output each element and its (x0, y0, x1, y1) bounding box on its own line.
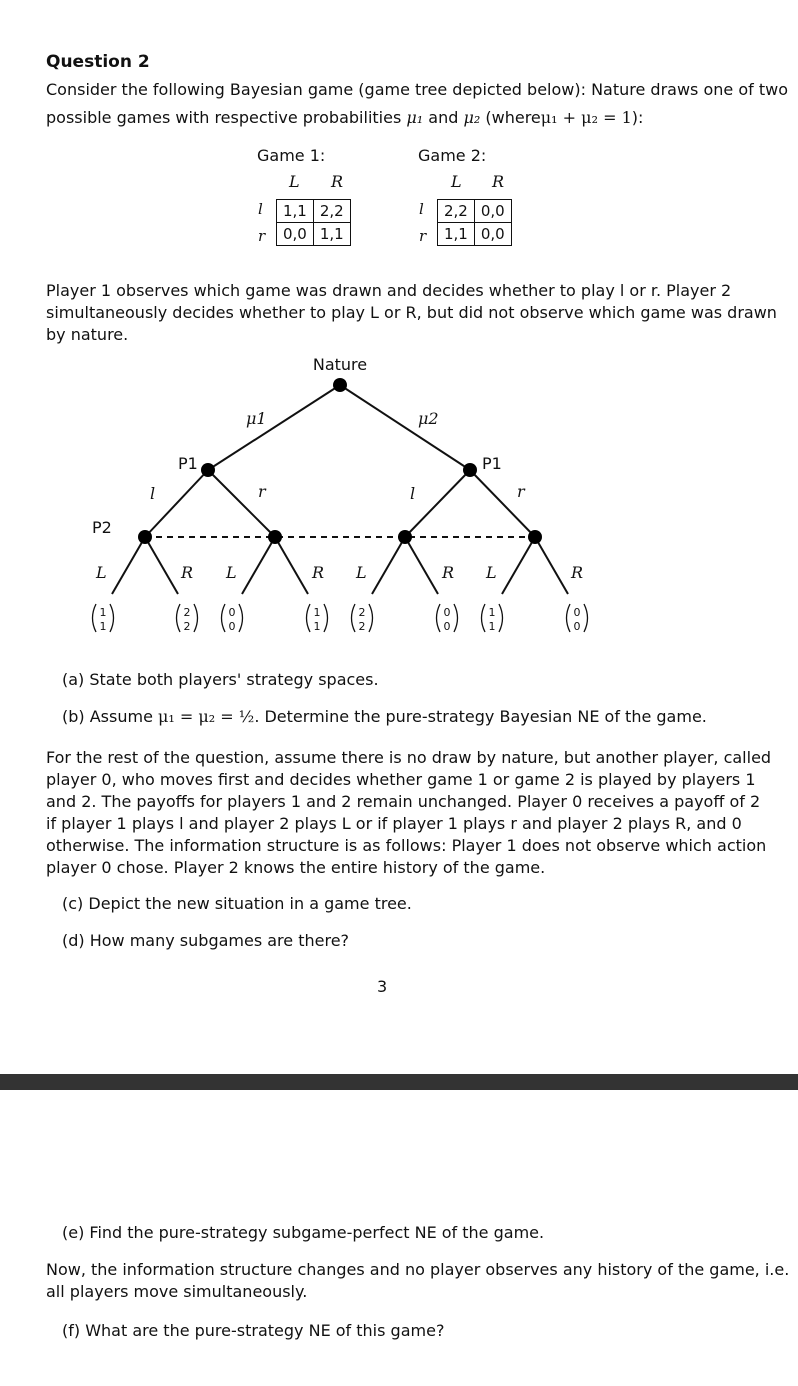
para2-line-3: by nature. (46, 325, 129, 344)
game1-title: Game 1: (257, 146, 326, 165)
label-action-l-right: l (410, 484, 416, 503)
game2-col-L: L (451, 172, 462, 191)
node-p1-right (463, 463, 477, 477)
payoff-player2: 2 (183, 620, 191, 633)
label-n4-L: L (486, 563, 497, 582)
game1-col-L: L (289, 172, 300, 191)
payoff-player2: 1 (488, 620, 496, 633)
para4-line-2: all players move simultaneously. (46, 1282, 308, 1301)
payoff-paren-left (352, 604, 356, 632)
edge-n1-L (112, 537, 145, 594)
payoff-paren-right (584, 604, 588, 632)
payoff-player1: 1 (99, 606, 107, 619)
payoff-paren-left (307, 604, 311, 632)
payoff-paren-left (222, 604, 226, 632)
payoff-paren-left (177, 604, 181, 632)
intro-mu1: μ₁ (406, 108, 424, 127)
edge-n3-L (372, 537, 405, 594)
payoff-player1: 2 (358, 606, 366, 619)
payoff-paren-left (93, 604, 97, 632)
payoff-player1: 1 (488, 606, 496, 619)
payoff-player1: 0 (228, 606, 236, 619)
payoff-vector-8 (567, 604, 588, 633)
question-f: (f) What are the pure-strategy NE of this game? (62, 1321, 445, 1340)
intro-close: ): (631, 108, 644, 127)
payoff-paren-right (239, 604, 243, 632)
game2-row-r: r (419, 227, 427, 245)
game2-cell-lL: 2,2 (438, 200, 475, 223)
edge-p1-left-r (208, 470, 275, 537)
game1-cell-rL: 0,0 (277, 223, 314, 246)
payoff-player1: 2 (183, 606, 191, 619)
intro-line-1: Consider the following Bayesian game (game tree depicted below): Nature draws one of two (46, 80, 788, 99)
node-p1-left (201, 463, 215, 477)
game1-col-R: R (331, 172, 344, 191)
para3-line-6: player 0 chose. Player 2 knows the entire history of the game. (46, 858, 546, 877)
game2-cell-rL: 1,1 (438, 223, 475, 246)
question-d: (d) How many subgames are there? (62, 931, 350, 950)
para3-line-5: otherwise. The information structure is as follows: Player 1 does not observe which action (46, 836, 767, 855)
label-n3-R: R (442, 563, 455, 582)
question-b (62, 706, 707, 728)
intro-and: and (428, 108, 459, 127)
para3-line-2: player 0, who moves first and decides whether game 1 or game 2 is played by players 1 (46, 770, 756, 789)
game1-cell-lR: 2,2 (313, 200, 350, 223)
intro-mu2: μ₂ (463, 108, 481, 127)
label-n1-R: R (181, 563, 194, 582)
question-a: (a) State both players' strategy spaces. (62, 670, 379, 689)
label-p1-right: P1 (482, 454, 502, 473)
payoff-paren-right (369, 604, 373, 632)
payoff-player1: 0 (443, 606, 451, 619)
payoff-player2: 2 (358, 620, 366, 633)
page-number: 3 (377, 977, 388, 996)
question-b-eq: μ₁ = μ₂ = ½ (158, 707, 255, 726)
edge-mu2 (340, 385, 470, 470)
game1-cell-rR: 1,1 (313, 223, 350, 246)
edge-n2-R (275, 537, 308, 594)
payoff-vector-3 (222, 604, 243, 633)
para3-line-3: and 2. The payoffs for players 1 and 2 remain unchanged. Player 0 receives a payoff of 2 (46, 792, 761, 811)
label-n2-L: L (226, 563, 237, 582)
edge-p1-left-l (145, 470, 208, 537)
payoff-vector-2 (177, 604, 198, 633)
label-mu2: μ2 (418, 409, 439, 428)
payoff-vector-6 (437, 604, 458, 633)
intro-probabilities-text: possible games with respective probabilities (46, 108, 402, 127)
payoff-player2: 1 (99, 620, 107, 633)
para3-line-4: if player 1 plays l and player 2 plays L or if player 1 plays r and player 2 plays R, and 0 (46, 814, 742, 833)
edge-mu1 (208, 385, 340, 470)
label-p1-left: P1 (178, 454, 198, 473)
label-n2-R: R (312, 563, 325, 582)
game2-col-R: R (492, 172, 505, 191)
label-action-r-left: r (258, 482, 266, 501)
payoff-paren-right (324, 604, 328, 632)
edge-p1-right-l (405, 470, 470, 537)
game1-cell-lL: 1,1 (277, 200, 314, 223)
game-tree (0, 0, 798, 660)
game1-row-r: r (258, 227, 266, 245)
payoff-vector-7 (482, 604, 503, 633)
payoff-player2: 1 (313, 620, 321, 633)
edge-n4-R (535, 537, 568, 594)
payoff-paren-left (437, 604, 441, 632)
label-n4-R: R (571, 563, 584, 582)
intro-sum: μ₁ + μ₂ = 1 (540, 108, 632, 127)
payoff-vector-5 (352, 604, 373, 633)
payoff-paren-right (110, 604, 114, 632)
label-n3-L: L (356, 563, 367, 582)
node-p2-3 (398, 530, 412, 544)
payoff-paren-right (194, 604, 198, 632)
node-p2-1 (138, 530, 152, 544)
game2-cell-rR: 0,0 (474, 223, 511, 246)
game2-row-l: l (419, 200, 424, 218)
label-mu1: μ1 (246, 409, 267, 428)
game2-cell-lR: 0,0 (474, 200, 511, 223)
label-action-r-right: r (517, 482, 525, 501)
edge-p1-right-r (470, 470, 535, 537)
label-nature: Nature (312, 355, 368, 374)
question-e: (e) Find the pure-strategy subgame-perfect NE of the game. (62, 1223, 545, 1242)
question-b-post: . Determine the pure-strategy Bayesian NE of the game. (254, 707, 707, 726)
para2-line-2: simultaneously decides whether to play L or R, but did not observe which game was drawn (46, 303, 777, 322)
edge-n4-L (502, 537, 535, 594)
node-nature (333, 378, 347, 392)
payoff-paren-right (454, 604, 458, 632)
payoff-paren-right (499, 604, 503, 632)
label-p2: P2 (92, 518, 112, 537)
node-p2-2 (268, 530, 282, 544)
intro-where: (where (485, 108, 541, 127)
payoff-player2: 0 (443, 620, 451, 633)
game2-title: Game 2: (418, 146, 487, 165)
payoff-player1: 1 (313, 606, 321, 619)
para3-line-1: For the rest of the question, assume there is no draw by nature, but another player, called (46, 748, 772, 767)
question-c: (c) Depict the new situation in a game tree. (62, 894, 412, 913)
question-b-pre: (b) Assume (62, 707, 153, 726)
question-heading: Question 2 (46, 52, 150, 72)
payoff-player2: 0 (228, 620, 236, 633)
payoff-vector-4 (307, 604, 328, 633)
page-separator (0, 1074, 798, 1090)
para2-line-1: Player 1 observes which game was drawn and decides whether to play l or r. Player 2 (46, 281, 732, 300)
edge-n3-R (405, 537, 438, 594)
payoff-player1: 0 (573, 606, 581, 619)
edge-n1-R (145, 537, 178, 594)
payoff-paren-left (567, 604, 571, 632)
edge-n2-L (242, 537, 275, 594)
node-p2-4 (528, 530, 542, 544)
payoff-paren-left (482, 604, 486, 632)
label-n1-L: L (96, 563, 107, 582)
game1-row-l: l (258, 200, 263, 218)
payoff-vector-1 (93, 604, 114, 633)
para4-line-1: Now, the information structure changes and no player observes any history of the game, i.e. (46, 1260, 790, 1279)
label-action-l-left: l (150, 484, 156, 503)
payoff-player2: 0 (573, 620, 581, 633)
